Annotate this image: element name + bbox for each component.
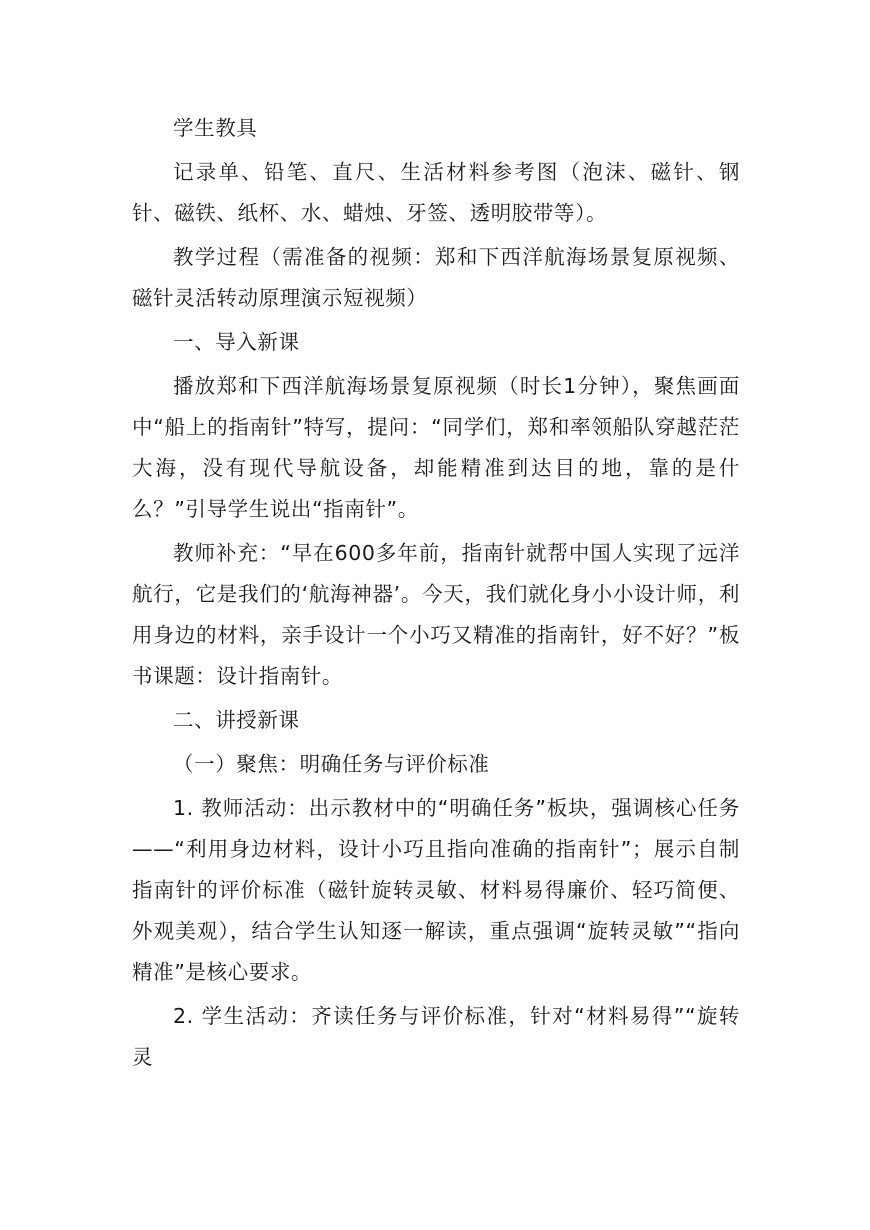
section-heading-introduction: 一、导入新课 (173, 330, 300, 354)
document-body (132, 108, 740, 1078)
paragraph-student-tools-list: 记录单、铅笔、直尺、生活材料参考图（泡沫、磁针、钢针、磁铁、纸杯、水、蜡烛、牙签、透明胶带等）。 (132, 160, 740, 225)
paragraph-play-video: 播放郑和下西洋航海场景复原视频（时长1分钟），聚焦画面中“船上的指南针”特写，提问：“同学们，郑和率领船队穿越茫茫大海，没有现代导航设备，却能精准到达目的地，靠的是什么？”引导学生说出“指南针”。 (132, 374, 740, 521)
paragraph-student-activity: 2. 学生活动：齐读任务与评价标准，针对“材料易得”“旋转灵 (132, 1004, 740, 1069)
section-heading-new-lesson: 二、讲授新课 (173, 708, 300, 732)
paragraph-teacher-supplement: 教师补充：“早在600多年前，指南针就帮中国人实现了远洋航行，它是我们的‘航海神器’。今天，我们就化身小小设计师，利用身边的材料，亲手设计一个小巧又精准的指南针，好不好？”板书课题：设计指南针。 (132, 541, 740, 688)
paragraph-teaching-process: 教学过程（需准备的视频：郑和下西洋航海场景复原视频、磁针灵活转动原理演示短视频） (132, 245, 740, 310)
paragraph-teacher-activity: 1. 教师活动：出示教材中的“明确任务”板块，强调核心任务——“利用身边材料，设计小巧且指向准确的指南针”；展示自制指南针的评价标准（磁针旋转灵敏、材料易得廉价、轻巧简便、外观美观），结合学生认知逐一解读，重点强调“旋转灵敏”“指向精准”是核心要求。 (132, 796, 740, 984)
paragraph-student-tools-heading: 学生教具 (173, 116, 258, 140)
subsection-heading-focus: （一）聚焦：明确任务与评价标准 (173, 752, 490, 776)
